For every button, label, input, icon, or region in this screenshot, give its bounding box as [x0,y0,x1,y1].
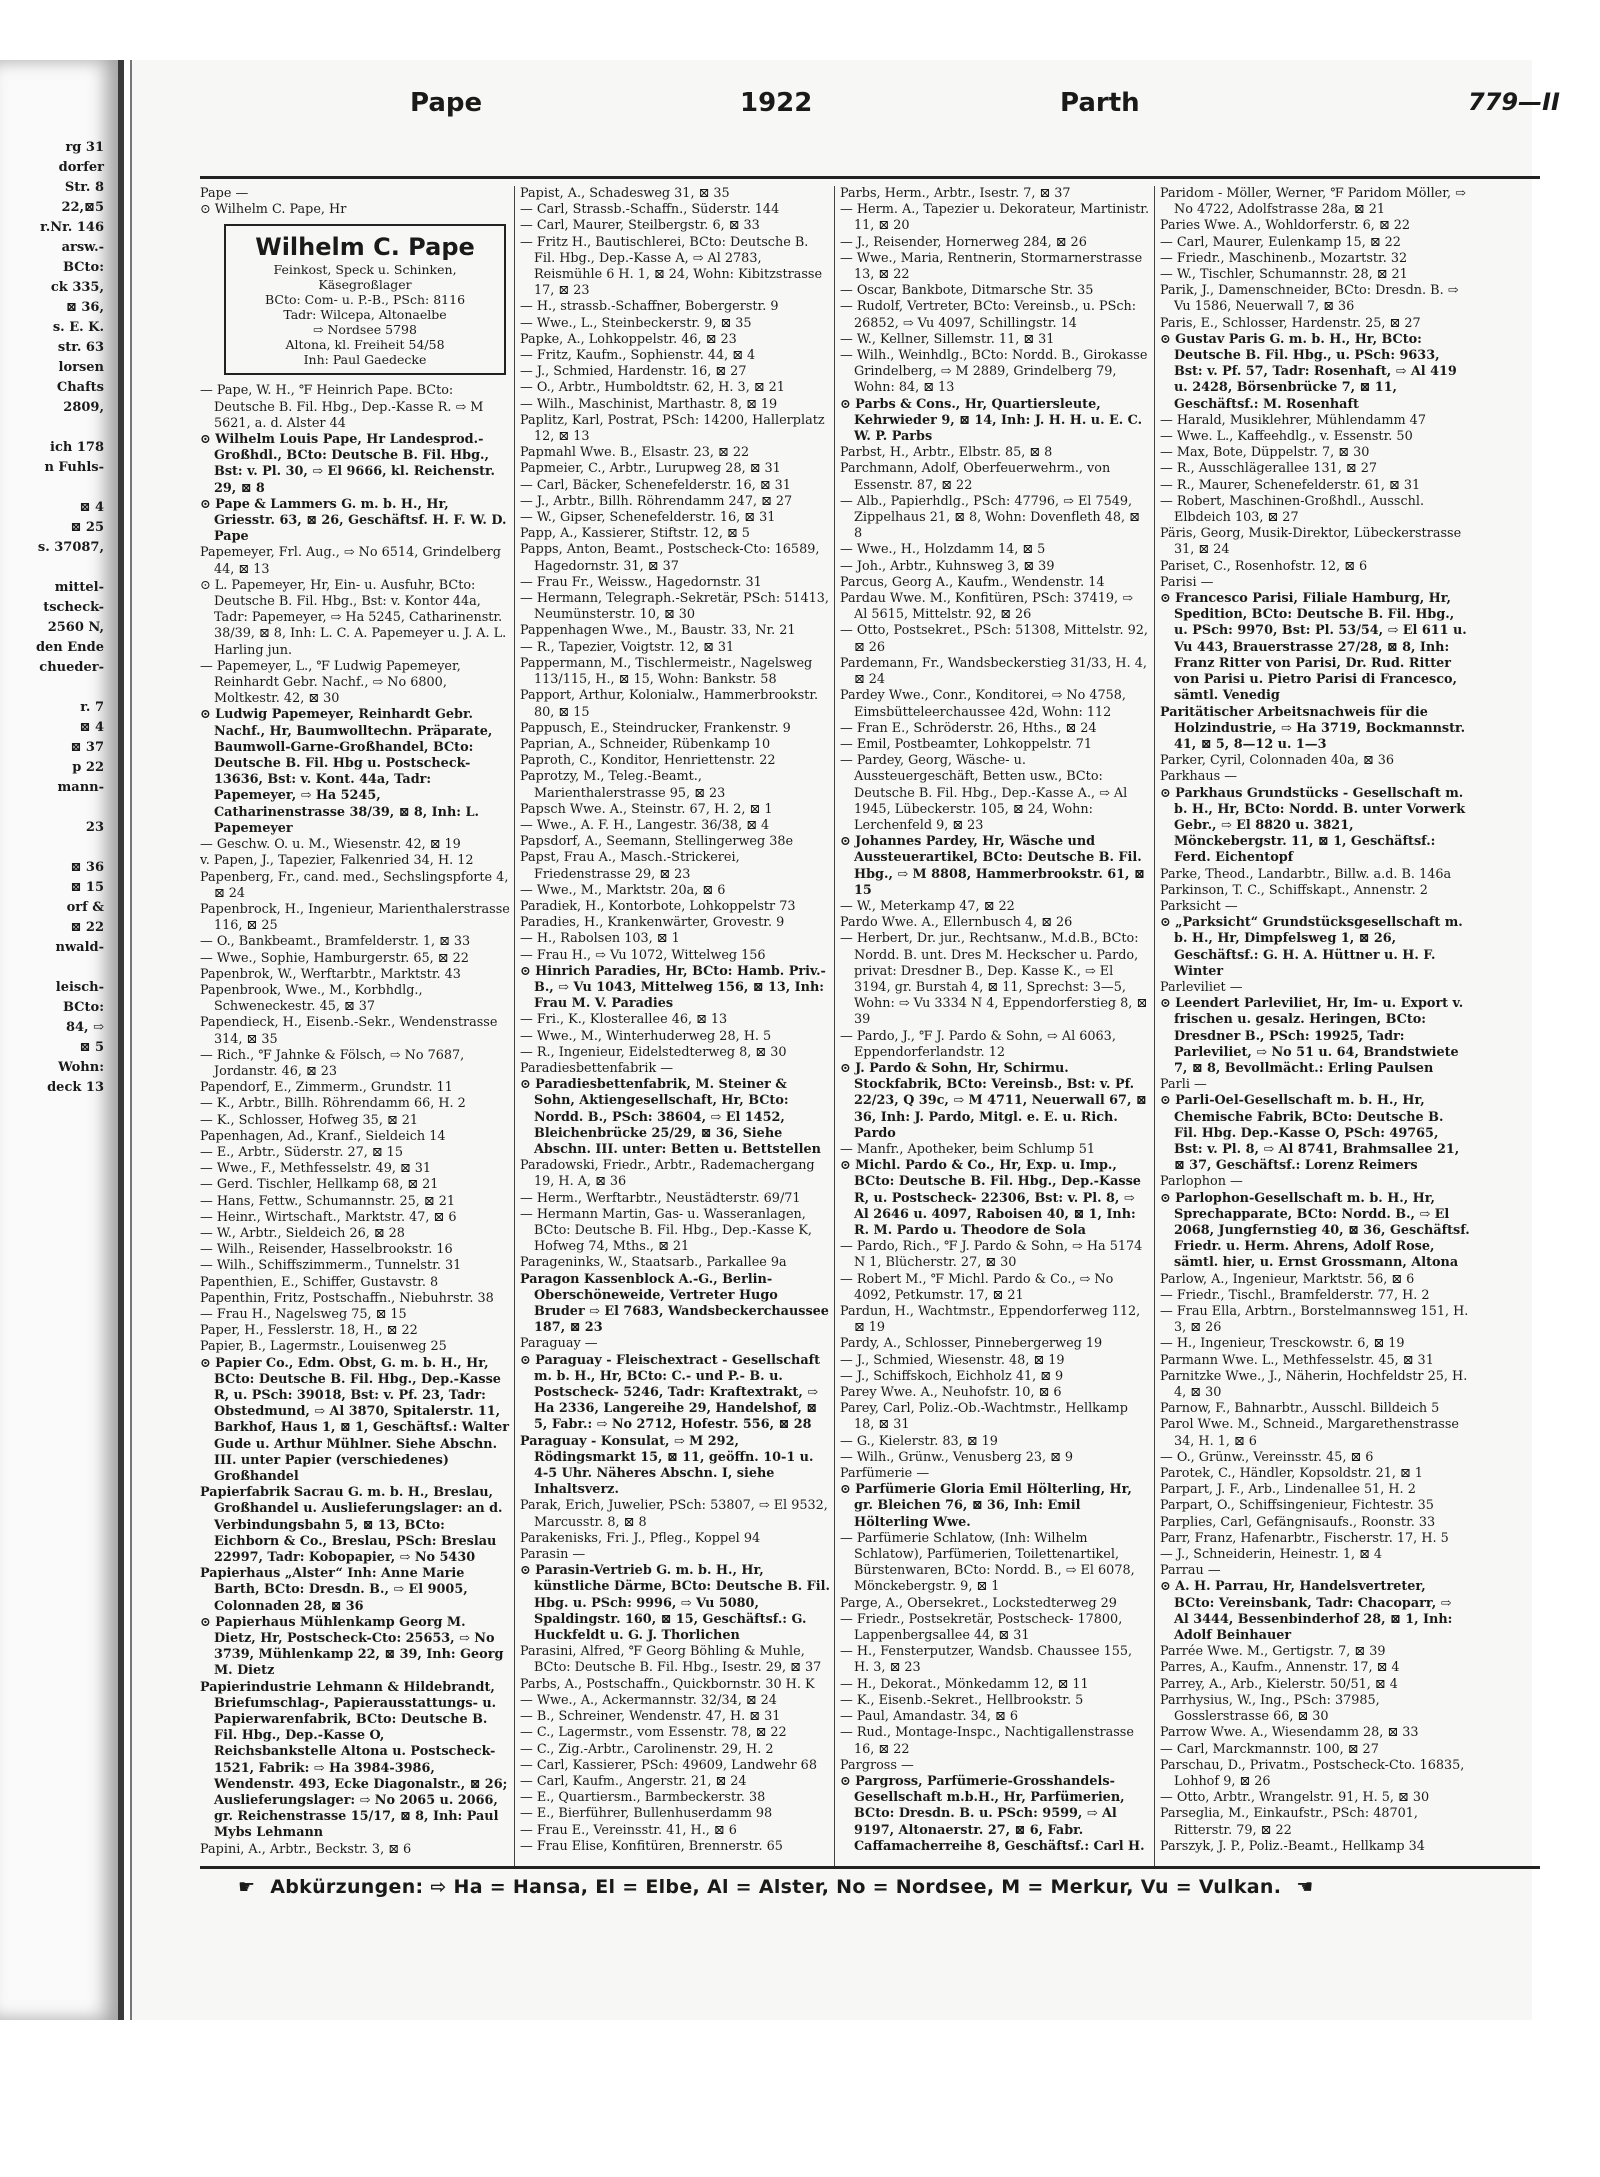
facing-page-line: p 22 [72,760,104,775]
directory-entry: — Wilh., Grünw., Venusberg 23, ⊠ 9 [840,1449,1074,1465]
directory-entry: — K., Eisenb.-Sekret., Hellbrookstr. 5 [840,1692,1084,1708]
directory-entry: Paradiesbettenfabrik — [520,1060,674,1076]
page-header [70,88,1560,128]
facing-page-line: ⊠ 25 [70,520,104,535]
directory-entry: ⊙ Wilhelm C. Pape, Hr [200,202,347,218]
directory-entry: — Parfümerie Schlatow, (Inh: Wilhelm Schlatow), Parfümerien, Toilettenartikel, Bürstenwaren, BCto: Nordd. B., ⇨ El 6078, Mönckebergstr. 9, ⊠ 1 [840,1530,1135,1595]
directory-entry: ⊙ Papier Co., Edm. Obst, G. m. b. H., Hr, BCto: Deutsche B. Fil. Hbg., Dep.-Kasse R, u. PSch: 39018, Bst: v. Pf. 23, Tadr: Obstedmund, ⇨ Al 3870, Spitalerstr. 11, Barkhof, Haus 1, ⊠ 1, Geschäftsf.: Walter Gude u. Arthur Mühlner. Siehe Abschn. III. unter Papier (verschiedenes) Großhandel [200,1355,510,1485]
directory-entry: — Herm. A., Tapezier u. Dekorateur, Martinistr. 11, ⊠ 20 [840,202,1150,234]
directory-entry: Parrhysius, W., Ing., PSch: 37985, Gosslerstrasse 66, ⊠ 30 [1160,1692,1380,1725]
directory-entry: Papist, A., Schadesweg 31, ⊠ 35 [520,186,730,201]
directory-entry: Parey, Carl, Poliz.-Ob.-Wachtmstr., Hellkamp 18, ⊠ 31 [840,1401,1128,1433]
directory-entry: Parksicht — [1160,898,1238,914]
directory-entry: — Wwe., M., Winterhuderweg 28, H. 5 [520,1028,772,1044]
facing-page-line: ⊠ 4 [79,500,104,515]
directory-entry: — O., Arbtr., Humboldtstr. 62, H. 3, ⊠ 21 [520,380,785,396]
directory-entry: — Oscar, Bankbote, Ditmarsche Str. 35 [840,283,1094,299]
directory-entry: — J., Schiffskoch, Eichholz 41, ⊠ 9 [840,1368,1064,1384]
directory-entry: ⊙ Gustav Paris G. m. b. H., Hr, BCto: Deutsche B. Fil. Hbg., u. PSch: 9633, Bst: v. Pf. 57, Tadr: Rosenhaft, ⇨ Al 419 u. 2428, Börsenbrücke 7, ⊠ 11, Geschäftsf.: M. Rosenhaft [1160,331,1457,412]
directory-entry: Pardo Wwe. A., Ellernbusch 4, ⊠ 26 [840,915,1073,931]
directory-entry: Parpart, J. F., Arb., Lindenallee 51, H. 2 [1160,1482,1416,1498]
directory-entry: — Hermann Martin, Gas- u. Wasseranlagen, BCto: Deutsche B. Fil. Hbg., Dep.-Kasse K, Hofweg 74, Mths., ⊠ 21 [520,1206,812,1255]
directory-entry: Parageninks, W., Staatsarb., Parkallee 9a [520,1255,787,1271]
directory-entry: Parbs, A., Postschaffn., Quickbornstr. 30 H. K [520,1676,815,1692]
directory-entry: Papenbrok, W., Werftarbtr., Marktstr. 43 [200,966,461,982]
directory-entry: Parol Wwe. M., Schneid., Margarethenstrasse 34, H. 1, ⊠ 6 [1160,1417,1459,1449]
facing-page-line: 84, ⇨ [65,1020,104,1035]
header-last-name: Parth [1060,88,1140,118]
advertisement-title: Wilhelm C. Pape [255,233,475,262]
directory-entry: Pariset, C., Rosenhofstr. 12, ⊠ 6 [1160,558,1368,574]
directory-entry: — H., Dekorat., Mönkedamm 12, ⊠ 11 [840,1676,1089,1692]
directory-entry: Papierindustrie Lehmann & Hildebrandt, Briefumschlag-, Papierausstattungs- u. Papierwarenfabrik, BCto: Deutsche B. Fil. Hbg., Dep.-Kasse O, Reichsbankstelle Altona u. Postscheck- 1521, Fabrik: ⇨ Ha 3984-3986, Wendenstr. 493, Ecke Diagonalstr., ⊠ 26; Auslieferungslager: ⇨ No 2065 u. 2066, gr. Reichenstrasse 15/17, ⊠ 8, Inh: Paul Mybs Lehmann [200,1679,508,1841]
directory-entry: — Robert M., ℉ Michl. Pardo & Co., ⇨ No 4092, Petkumstr. 17, ⊠ 21 [840,1271,1114,1303]
directory-entry: — Herm., Werftarbtr., Neustädterstr. 69/71 [520,1190,801,1206]
directory-entry: — Frau Ella, Arbtrn., Borstelmannsweg 151, H. 3, ⊠ 26 [1160,1304,1469,1336]
directory-entry: Parmann Wwe. L., Methfesselstr. 45, ⊠ 31 [1160,1352,1434,1368]
directory-entry: ⊙ Parli-Oel-Gesellschaft m. b. H., Hr, Chemische Fabrik, BCto: Deutsche B. Fil. Hbg. Dep.-Kasse O, PSch: 49765, Bst: v. Pl. 8, ⇨ Al 8741, Brahmsallee 21, ⊠ 37, Geschäftsf.: Lorenz Reimers [1160,1093,1460,1174]
directory-entry: Pardy, A., Schlosser, Pinnebergerweg 19 [840,1336,1103,1352]
header-first-name: Pape [410,88,483,118]
directory-entry: Papierhaus „Alster“ Inh: Anne Marie Barth, BCto: Dresdn. B., ⇨ El 9005, Colonnaden 28, ⊠ 36 [200,1566,468,1614]
directory-entry: Paprotzy, M., Teleg.-Beamt., Marienthalerstrasse 95, ⊠ 23 [520,769,726,801]
directory-entry: Parszyk, J. P., Poliz.-Beamt., Hellkamp 34 [1160,1838,1425,1854]
directory-entry: — Otto, Arbtr., Wrangelstr. 91, H. 5, ⊠ 30 [1160,1790,1430,1806]
directory-entry: — E., Bierführer, Bullenhuserdamm 98 [520,1806,773,1822]
facing-page-line: ⊠ 37 [70,740,104,755]
facing-page-line: ⊠ 22 [70,920,104,935]
directory-entry: Parbst, H., Arbtr., Elbstr. 85, ⊠ 8 [840,445,1053,461]
directory-entry: Papenthin, Fritz, Postschaffn., Niebuhrstr. 38 [200,1290,494,1306]
directory-entry: — W., Tischler, Schumannstr. 28, ⊠ 21 [1160,267,1408,283]
directory-entry: — Frau Elise, Konfitüren, Brennerstr. 65 [520,1838,783,1854]
directory-entry: — Wwe., L., Steinbeckerstr. 9, ⊠ 35 [520,315,752,331]
directory-entry: — Wwe. L., Kaffeehdlg., v. Essenstr. 50 [1160,429,1413,445]
directory-entry: — Fri., K., Klosterallee 46, ⊠ 13 [520,1012,728,1028]
pointing-hand-icon: ☚ [1296,1876,1314,1898]
directory-entry: ⊙ A. H. Parrau, Hr, Handelsvertreter, BCto: Vereinsbank, Tadr: Chacoparr, ⇨ Al 3444, Bessenbinderhof 28, ⊠ 1, Inh: Adolf Beinhauer [1160,1579,1453,1644]
column-3 [840,186,1150,1856]
directory-entry: — Frau H., ⇨ Vu 1072, Wittelweg 156 [520,947,766,963]
advertisement-line: Käsegroßlager [318,277,412,293]
directory-entry: Parbs, Herm., Arbtr., Isestr. 7, ⊠ 37 [840,186,1071,201]
directory-entry: Parisi — [1160,574,1214,590]
facing-page-line: mittel- [54,580,104,595]
directory-entry: Parnitzke Wwe., J., Näherin, Hochfeldstr 25, H. 4, ⊠ 30 [1160,1368,1468,1401]
directory-entry: Papenhagen, Ad., Kranf., Sieldeich 14 [200,1128,446,1144]
column-4 [1160,186,1470,1856]
directory-entry: ⊙ Parkhaus Grundstücks - Gesellschaft m. b. H., Hr, BCto: Nordd. B. unter Vorwerk Gebr., ⇨ El 8820 u. 3821, Mönckebergstr. 11, ⊠ 1, Geschäftsf.: Ferd. Eichentopf [1160,785,1466,866]
directory-entry: — O., Grünw., Vereinsstr. 45, ⊠ 6 [1160,1449,1374,1465]
directory-entry: — Friedr., Postsekretär, Postscheck- 17800, Lappenbergsallee 44, ⊠ 31 [840,1611,1123,1644]
abbreviation-item: Vu = Vulkan. [1140,1876,1282,1898]
facing-page-strip [0,60,124,2020]
directory-entry: ⊙ L. Papemeyer, Hr, Ein- u. Ausfuhr, BCto: Deutsche B. Fil. Hbg., Bst: v. Kontor 44a, Tadr: Papemeyer, ⇨ Ha 5245, Catharinenstr. 38/39, ⊠ 8, Inh: L. C. A. Papemeyer u. J. A. L. Harling jun. [200,577,507,658]
directory-entry: — Wilh., Schiffszimmerm., Tunnelstr. 31 [200,1258,462,1274]
directory-entry: Parseglia, M., Einkaufstr., PSch: 48701, Ritterstr. 79, ⊠ 22 [1160,1806,1418,1838]
directory-entry: Papier, B., Lagermstr., Louisenweg 25 [200,1339,447,1355]
directory-entry: — Gerd. Tischler, Hellkamp 68, ⊠ 21 [200,1177,439,1193]
directory-entry: — R., Tapezier, Voigtstr. 12, ⊠ 31 [520,639,735,655]
directory-entry: — Wwe., M., Marktstr. 20a, ⊠ 6 [520,882,726,898]
directory-entry: — Alb., Papierhdlg., PSch: 47796, ⇨ El 7549, Zippelhaus 21, ⊠ 8, Wohn: Dovenfleth 48, ⊠ 8 [840,493,1140,542]
facing-page-line: arsw.- [61,240,104,255]
directory-entry: Papenberg, Fr., cand. med., Sechslingspforte 4, ⊠ 24 [200,869,509,901]
directory-entry: Parik, J., Damenschneider, BCto: Dresdn. B. ⇨ Vu 1586, Neuerwall 7, ⊠ 36 [1160,283,1459,315]
directory-entry: — Harald, Musiklehrer, Mühlendamm 47 [1160,412,1426,428]
directory-entry: Paraguay — [520,1336,598,1352]
facing-page-line: tscheck- [43,600,104,615]
abbreviations-footer [230,1876,1520,1906]
directory-entry: Pappermann, M., Tischlermeistr., Nagelsweg 113/115, H., ⊠ 15, Wohn: Bankstr. 58 [520,655,813,688]
advertisement-line: Feinkost, Speck u. Schinken, [273,262,457,278]
facing-page-line: s. E. K. [52,320,104,335]
directory-entry: — Emil, Postbeamter, Lohkoppelstr. 71 [840,736,1093,752]
directory-entry: Papsch Wwe. A., Steinstr. 67, H. 2, ⊠ 1 [520,801,773,817]
footer-rule [200,1866,1540,1869]
facing-page-line: 23 [85,820,104,835]
facing-page-line: mann- [57,780,104,795]
header-rule [200,176,1540,179]
directory-entry: — R., Ausschlägerallee 131, ⊠ 27 [1160,461,1377,477]
directory-entry: — Rich., ℉ Jahnke & Fölsch, ⇨ No 7687, Jordanstr. 46, ⊠ 23 [200,1047,465,1079]
directory-entry: — W., Kellner, Sillemstr. 11, ⊠ 31 [840,331,1055,347]
directory-entry: — Hans, Fettw., Schumannstr. 25, ⊠ 21 [200,1193,455,1209]
facing-page-line: ⊠ 36, [65,300,104,315]
abbreviation-item: Al = Alster, [706,1876,830,1898]
directory-entry: — Wilh., Maschinist, Marthastr. 8, ⊠ 19 [520,396,778,412]
directory-entry: ⊙ Papierhaus Mühlenkamp Georg M. Dietz, Hr, Postscheck-Cto: 25653, ⇨ No 3739, Mühlenkamp 22, ⊠ 39, Inh: Georg M. Dietz [200,1614,504,1679]
directory-entry: — Frau Fr., Weissw., Hagedornstr. 31 [520,574,762,590]
directory-entry: Pargross — [840,1757,914,1773]
directory-entry: — Max, Bote, Düppelstr. 7, ⊠ 30 [1160,445,1370,461]
facing-page-line: BCto: [62,260,104,275]
directory-entry: Pardau Wwe. M., Konfitüren, PSch: 37419, ⇨ Al 5615, Mittelstr. 92, ⊠ 26 [840,591,1133,623]
directory-entry: Parke, Theod., Landarbtr., Billw. a.d. B. 146a [1160,866,1452,882]
directory-entry: Paradowski, Friedr., Arbtr., Rademachergang 19, H. A, ⊠ 36 [520,1158,815,1190]
directory-entry: Paraguay - Konsulat, ⇨ M 292, Rödingsmarkt 15, ⊠ 11, geöffn. 10-1 u. 4-5 Uhr. Näheres Abschn. I, siehe Inhaltsverz. [520,1433,814,1498]
facing-page-line: Str. 8 [64,180,104,195]
directory-entry: Parkinson, T. C., Schiffskapt., Annenstr. 2 [1160,882,1428,898]
directory-entry: Parkhaus — [1160,769,1238,785]
directory-entry: Parnow, F., Bahnarbtr., Ausschl. Billdeich 5 [1160,1401,1440,1417]
directory-entry: — Manfr., Apotheker, beim Schlump 51 [840,1141,1096,1157]
directory-entry: ⊙ Michl. Pardo & Co., Hr, Exp. u. Imp., BCto: Deutsche B. Fil. Hbg., Dep.-Kasse R, u. Postscheck- 22306, Bst: v. Pl. 8, ⇨ Al 2646 u. 4097, Raboisen 40, ⊠ 1, Inh: R. M. Pardo u. Theodore de Sola [840,1158,1141,1238]
directory-entry: ⊙ Parbs & Cons., Hr, Quartiersleute, Kehrwieder 9, ⊠ 14, Inh: J. H. H. u. E. C. W. P. Parbs [840,396,1143,445]
directory-entry: — Carl, Maurer, Eulenkamp 15, ⊠ 22 [1160,234,1401,250]
directory-entry: — Wwe., A. F. H., Langestr. 36/38, ⊠ 4 [520,817,770,833]
facing-page-line: lorsen [58,360,104,375]
directory-entry: — Friedr., Maschinenb., Mozartstr. 32 [1160,250,1408,266]
directory-entry: ⊙ Pape & Lammers G. m. b. H., Hr, Griesstr. 63, ⊠ 26, Geschäftsf. H. F. W. D. Pape [200,496,507,545]
directory-entry: — B., Schreiner, Wendenstr. 47, H. ⊠ 31 [520,1709,781,1725]
directory-entry: — Fran E., Schröderstr. 26, Hths., ⊠ 24 [840,720,1097,736]
facing-page-line: Chafts [56,380,104,395]
directory-entry: — Wilh., Weinhdlg., BCto: Nordd. B., Girokasse Grindelberg, ⇨ M 2889, Grindelberg 79, Wohn: 84, ⊠ 13 [840,348,1148,396]
directory-entry: — G., Kielerstr. 83, ⊠ 19 [840,1433,998,1449]
directory-entry: Parcus, Georg A., Kaufm., Wendenstr. 14 [840,574,1105,590]
facing-page-line: ⊠ 15 [70,880,104,895]
directory-entry: Parak, Erich, Juwelier, PSch: 53807, ⇨ El 9532, Marcusstr. 8, ⊠ 8 [520,1498,828,1530]
column-divider [1154,186,1155,1866]
advertisement-box [224,224,506,375]
directory-entry: — J., Arbtr., Billh. Röhrendamm 247, ⊠ 27 [520,493,793,509]
directory-entry: ⊙ Wilhelm Louis Pape, Hr Landesprod.-Großhdl., BCto: Deutsche B. Fil. Hbg., Bst: v. Pl. 30, ⇨ El 9666, kl. Reichenstr. 29, ⊠ 8 [200,432,496,496]
directory-entry: — Rud., Montage-Inspc., Nachtigallenstrasse 16, ⊠ 22 [840,1725,1134,1757]
directory-entry: Parlophon — [1160,1174,1243,1190]
directory-entry: Paplitz, Karl, Postrat, PSch: 14200, Hallerplatz 12, ⊠ 13 [520,412,825,445]
facing-page-line: dorfer [58,160,104,175]
directory-entry: Pappenhagen Wwe., M., Baustr. 33, Nr. 21 [520,623,796,639]
directory-entry: Papenbrock, H., Ingenieur, Marienthalerstrasse 116, ⊠ 25 [200,901,510,934]
directory-entry: — Papemeyer, L., ℉ Ludwig Papemeyer, Reinhardt Gebr. Nachf., ⇨ No 6800, Moltkestr. 42, ⊠ 30 [200,658,461,707]
directory-entry: — H., Ingenieur, Tresckowstr. 6, ⊠ 19 [1160,1336,1405,1352]
facing-page-line: ⊠ 36 [70,860,104,875]
directory-entry: — H., strassb.-Schaffner, Bobergerstr. 9 [520,299,779,315]
facing-page-line: 22,⊠5 [61,200,104,215]
advertisement-line: Altona, kl. Freiheit 54/58 [285,337,445,353]
directory-entry: — Wwe., Maria, Rentnerin, Stormarnerstrasse 13, ⊠ 22 [840,250,1143,283]
directory-entry: — Carl, Strassb.-Schaffn., Süderstr. 144 [520,202,780,218]
directory-entry: v. Papen, J., Tapezier, Falkenried 34, H. 12 [200,853,474,869]
directory-entry: — Pape, W. H., ℉ Heinrich Pape. BCto: Deutsche B. Fil. Hbg., Dep.-Kasse R. ⇨ M 5621, a. d. Alster 44 [200,383,484,431]
directory-entry: — Wwe., F., Methfesselstr. 49, ⊠ 31 [200,1161,432,1177]
abbreviations-label: Abkürzungen: [270,1876,424,1898]
directory-entry: Parrow Wwe. A., Wiesendamm 28, ⊠ 33 [1160,1725,1419,1741]
header-year: 1922 [740,88,813,118]
facing-page-line: ⊠ 4 [79,720,104,735]
directory-entry: — C., Lagermstr., vom Essenstr. 78, ⊠ 22 [520,1725,787,1741]
directory-entry: — Pardey, Georg, Wäsche- u. Aussteuergeschäft, Betten usw., BCto: Deutsche B. Fil. Hbg., Dep.-Kasse A., ⇨ Al 1945, Lübeckerstr. 105, ⊠ 24, Wohn: Lerchenfeld 9, ⊠ 23 [840,753,1128,833]
directory-entry: Papmahl Wwe. B., Elsastr. 23, ⊠ 22 [520,445,750,461]
directory-entry: — R., Maurer, Schenefelderstr. 61, ⊠ 31 [1160,477,1421,493]
directory-entry: — Geschw. O. u. M., Wiesenstr. 42, ⊠ 19 [200,837,461,853]
directory-entry: Papsdorf, A., Seemann, Stellingerweg 38e [520,834,794,850]
facing-page-line: rg 31 [65,140,104,155]
directory-entry: — Frau E., Vereinsstr. 41, H., ⊠ 6 [520,1822,737,1838]
directory-entry: — J., Schmied, Hardenstr. 16, ⊠ 27 [520,364,747,380]
directory-entry: — W., Gipser, Schenefelderstr. 16, ⊠ 31 [520,510,776,526]
directory-entry: ⊙ Leendert Parleviliet, Hr, Im- u. Export v. frischen u. gesalz. Heringen, BCto: Dresdner B., PSch: 19925, Tadr: Parleviliet, ⇨ No 51 u. 64, Brandstwiete 7, ⊠ 8, Bevollmächt.: Erling Paulsen [1160,996,1464,1076]
facing-page-line: ck 335, [50,280,104,295]
directory-entry: — Carl, Kassierer, PSch: 49609, Landwehr 68 [520,1757,817,1773]
directory-entry [1160,1855,1470,1856]
directory-entry: — H., Rabolsen 103, ⊠ 1 [520,931,680,947]
directory-entry: — Herbert, Dr. jur., Rechtsanw., M.d.B., BCto: Nordd. B. unt. Dres M. Heckscher u. Pardo, privat: Dresdner B., Dep. Kasse K., ⇨ El 3194, gr. Burstah 4, ⊠ 11, Sprechst: 3—5, Wohn: ⇨ Vu 3334 N 4, Eppendorferstieg 8, ⊠ 39 [840,931,1148,1028]
advertisement-line: Tadr: Wilcepa, Altonaelbe [283,307,447,323]
directory-entry: Pardun, H., Wachtmstr., Eppendorferweg 112, ⊠ 19 [840,1304,1141,1336]
directory-entry: — Wwe., Sophie, Hamburgerstr. 65, ⊠ 22 [200,950,469,966]
directory-entry: ⊙ Parlophon-Gesellschaft m. b. H., Hr, Sprechapparate, BCto: Nordd. B., ⇨ El 2068, Jungfernstieg 40, ⊠ 36, Geschäftsf. Friedr. u. Herm. Ahrens, Adolf Rose, sämtl. hier, u. Ernst Grossmann, Altona [1160,1190,1470,1271]
directory-entry: Parfümerie — [840,1466,930,1482]
directory-entry: Papp, A., Kassierer, Stiftstr. 12, ⊠ 5 [520,526,750,542]
advertisement-line: Inh: Paul Gaedecke [303,352,427,368]
directory-entry: Parr, Franz, Hafenarbtr., Fischerstr. 17, H. 5 [1160,1530,1449,1546]
directory-entry [520,1855,830,1856]
directory-entry: Pape — [200,186,249,201]
directory-entry: Parasini, Alfred, ℉ Georg Böhling & Muhle, BCto: Deutsche B. Fil. Hbg., Isestr. 29, ⊠ 37 [520,1644,822,1676]
facing-page-line: deck 13 [47,1080,104,1095]
directory-entry: Parker, Cyril, Colonnaden 40a, ⊠ 36 [1160,753,1395,769]
directory-entry: Parschau, D., Privatm., Postscheck-Cto. 16835, Lohhof 9, ⊠ 26 [1160,1757,1465,1789]
directory-entry: Parrau — [1160,1563,1221,1579]
abbreviation-item: ⇨ Ha = Hansa, [430,1876,589,1898]
directory-entry: Parpart, O., Schiffsingenieur, Fichtestr. 35 [1160,1498,1434,1514]
directory-entry: Papport, Arthur, Kolonialw., Hammerbrookstr. 80, ⊠ 15 [520,688,819,720]
directory-entry: — Heinr., Wirtschaft., Marktstr. 47, ⊠ 6 [200,1209,457,1225]
facing-page-line: ich 178 [50,440,104,455]
directory-entry: — Fritz H., Bautischlerei, BCto: Deutsche B. Fil. Hbg., Dep.-Kasse A, ⇨ Al 2783, Reismühle 6 H. 1, ⊠ 24, Wohn: Kibitzstrasse 17, ⊠ 23 [520,234,823,299]
directory-entry: — Wwe., A., Ackermannstr. 32/34, ⊠ 24 [520,1692,777,1708]
facing-page-line: nwald- [55,940,104,955]
directory-entry: ⊙ Johannes Pardey, Hr, Wäsche und Aussteuerartikel, BCto: Deutsche B. Fil. Hbg., ⇨ M 8808, Hammerbrookstr. 61, ⊠ 15 [840,834,1145,898]
directory-entry: Paridom - Möller, Werner, ℉ Paridom Möller, ⇨ No 4722, Adolfstrasse 28a, ⊠ 21 [1160,186,1466,218]
directory-entry: — Fritz, Kaufm., Sophienstr. 44, ⊠ 4 [520,348,756,364]
facing-page-line: chueder- [39,660,104,675]
directory-entry: Paragon Kassenblock A.-G., Berlin-Oberschöneweide, Vertreter Hugo Bruder ⇨ El 7683, Wandsbeckerchaussee 187, ⊠ 23 [520,1271,829,1336]
directory-entry: Papenbrook, Wwe., M., Korbhdlg., Schweneckestr. 45, ⊠ 37 [200,982,423,1015]
directory-entry: — Carl, Kaufm., Angerstr. 21, ⊠ 24 [520,1773,747,1789]
directory-entry: — W., Meterkamp 47, ⊠ 22 [840,898,1015,914]
directory-entry: — C., Zig.-Arbtr., Carolinenstr. 29, H. 2 [520,1741,774,1757]
directory-entry: — Otto, Postsekret., PSch: 51308, Mittelstr. 92, ⊠ 26 [840,623,1148,655]
directory-entry: — H., Fensterputzer, Wandsb. Chaussee 155, H. 3, ⊠ 23 [840,1644,1133,1676]
directory-entry: — Hermann, Telegraph.-Sekretär, PSch: 51413, Neumünsterstr. 10, ⊠ 30 [520,591,829,623]
page-number: 779—II [1468,88,1560,116]
facing-page-line: den Ende [35,640,104,655]
directory-entry: Parakenisks, Fri. J., Pfleg., Koppel 94 [520,1530,761,1546]
directory-entry: — E., Quartiersm., Barmbeckerstr. 38 [520,1790,766,1806]
directory-entry: Parres, A., Kaufm., Annenstr. 17, ⊠ 4 [1160,1660,1400,1676]
directory-entry: — Wilh., Reisender, Hasselbrookstr. 16 [200,1242,453,1258]
directory-entry: — Paul, Amandastr. 34, ⊠ 6 [840,1709,1018,1725]
directory-entry: Papenthien, E., Schiffer, Gustavstr. 8 [200,1274,439,1290]
directory-entry: ⊙ Francesco Parisi, Filiale Hamburg, Hr, Spedition, BCto: Deutsche B. Fil. Hbg., u. PSch: 9970, Bst: Pl. 53/54, ⇨ El 611 u. Vu 443, Brauerstrasse 27/28, ⊠ 8, Inh: Franz Ritter von Parisi, Dr. Rud. Ritter von Parisi u. Pietro Parisi di Francesco, sämtl. Venedig [1160,591,1467,704]
directory-entry: Päris, Georg, Musik-Direktor, Lübeckerstrasse 31, ⊠ 24 [1160,526,1462,558]
directory-entry: Paproth, C., Konditor, Henriettenstr. 22 [520,753,776,769]
directory-entry: Pardemann, Fr., Wandsbeckerstieg 31/33, H. 4, ⊠ 24 [840,655,1147,688]
directory-entry: ⊙ Paradiesbettenfabrik, M. Steiner & Sohn, Aktiengesellschaft, Hr, BCto: Nordd. B., PSch: 38604, ⇨ El 1452, Bleichenbrücke 25/29, ⊠ 36, Siehe Abschn. III. unter: Betten u. Bettstellen [520,1077,821,1157]
facing-page-line: r.Nr. 146 [40,220,104,235]
directory-entry: — E., Arbtr., Süderstr. 27, ⊠ 15 [200,1144,403,1160]
directory-entry: Pardey Wwe., Conr., Konditorei, ⇨ No 4758, Eimsbütteleerchaussee 42d, Wohn: 112 [840,688,1126,720]
directory-entry: — Pardo, J., ℉ J. Pardo & Sohn, ⇨ Al 6063, Eppendorferlandstr. 12 [840,1028,1116,1060]
directory-entry: ⊙ „Parksicht“ Grundstücksgesellschaft m. b. H., Hr, Dimpfelsweg 1, ⊠ 26, Geschäftsf.: G. H. A. Hüttner u. H. F. Winter [1160,915,1463,979]
directory-entry: ⊙ Pargross, Parfümerie-Grosshandels-Gesellschaft m.b.H., Hr, Parfümerien, BCto: Dresdn. B. u. PSch: 9599, ⇨ Al 9197, Altonaerstr. 27, ⊠ 6, Fabr. Caffamacherreihe 8, Geschäftsf.: Carl H. [840,1773,1145,1854]
directory-entry: Parrée Wwe. M., Gertigstr. 7, ⊠ 39 [1160,1644,1386,1660]
directory-entry: Papst, Frau A., Masch.-Strickerei, Friedenstrasse 29, ⊠ 23 [520,850,740,882]
pointing-hand-icon: ☛ [238,1876,256,1898]
facing-page-line: 2560 N, [47,620,104,635]
directory-entry: — W., Arbtr., Sieldeich 26, ⊠ 28 [200,1225,405,1241]
directory-entry: Parlow, A., Ingenieur, Marktstr. 56, ⊠ 6 [1160,1271,1415,1287]
directory-entry: Parchmann, Adolf, Oberfeuerwehrm., von Essenstr. 87, ⊠ 22 [840,461,1111,493]
abbreviation-item: No = Nordsee, [836,1876,995,1898]
directory-entry: Papke, A., Lohkoppelstr. 46, ⊠ 23 [520,331,737,347]
directory-entry: — K., Schlosser, Hofweg 35, ⊠ 21 [200,1112,419,1128]
facing-page-line: BCto: [62,1000,104,1015]
directory-entry: Papendieck, H., Eisenb.-Sekr., Wendenstrasse 314, ⊠ 35 [200,1015,498,1047]
directory-entry: Paper, H., Fesslerstr. 18, H., ⊠ 22 [200,1323,418,1339]
column-1 [200,186,510,1856]
directory-entry: Papierfabrik Sacrau G. m. b. H., Breslau, Großhandel u. Auslieferungslager: an d. Verbindungsbahn 5, ⊠ 13, BCto: Eichborn & Co., Breslau, PSch: Breslau 22997, Tadr: Kobopapier, ⇨ No 5430 [200,1485,503,1566]
directory-entry: — Carl, Bäcker, Schenefelderstr. 16, ⊠ 31 [520,477,791,493]
directory-entry: Papps, Anton, Beamt., Postscheck-Cto: 16589, Hagedornstr. 31, ⊠ 37 [520,542,820,574]
directory-entry: Papini, A., Arbtr., Beckstr. 3, ⊠ 6 [200,1841,412,1856]
directory-entry: Parge, A., Obersekret., Lockstedterweg 29 [840,1595,1117,1611]
directory-entry: Papmeier, C., Arbtr., Lurupweg 28, ⊠ 31 [520,461,781,477]
directory-entry: Parrey, A., Arb., Kielerstr. 50/51, ⊠ 4 [1160,1676,1398,1692]
directory-entry: — R., Ingenieur, Eidelstedterweg 8, ⊠ 30 [520,1044,787,1060]
directory-entry: — O., Bankbeamt., Bramfelderstr. 1, ⊠ 33 [200,934,471,950]
directory-entry: Paries Wwe. A., Wohldorferstr. 6, ⊠ 22 [1160,218,1411,234]
column-divider [834,186,835,1866]
directory-entry: Paradies, H., Krankenwärter, Grovestr. 9 [520,915,785,931]
facing-page-line: s. 37087, [37,540,104,555]
directory-entry: Paprian, A., Schneider, Rübenkamp 10 [520,736,771,752]
directory-entry: — Friedr., Tischl., Bramfelderstr. 77, H. 2 [1160,1287,1430,1303]
directory-entry: — Robert, Maschinen-Großhdl., Ausschl. Elbdeich 103, ⊠ 27 [1160,493,1425,526]
directory-entry: — J., Schneiderin, Heinestr. 1, ⊠ 4 [1160,1547,1383,1563]
directory-entry: Parasin — [520,1547,586,1563]
directory-entry: ⊙ Paraguay - Fleischextract - Gesellschaft m. b. H., Hr, BCto: C.- und P.- B. u. Postscheck- 5246, Tadr: Kraftextrakt, ⇨ Ha 2336, Langereihe 29, Handelshof, ⊠ 5, Fabr.: ⇨ No 2712, Hofestr. 556, ⊠ 28 [520,1352,821,1433]
directory-entry: — Carl, Marckmannstr. 100, ⊠ 27 [1160,1741,1379,1757]
column-2 [520,186,830,1856]
directory-entry: — Carl, Maurer, Steilbergstr. 6, ⊠ 33 [520,218,760,234]
facing-page-line: orf & [66,900,104,915]
directory-entry: ⊙ Hinrich Paradies, Hr, BCto: Hamb. Priv.-B., ⇨ Vu 1043, Mittelweg 156, ⊠ 13, Inh: Frau M. V. Paradies [520,963,826,1012]
directory-entry: — Pardo, Rich., ℉ J. Pardo & Sohn, ⇨ Ha 5174 N 1, Blücherstr. 27, ⊠ 30 [840,1239,1143,1271]
directory-entry: Pappusch, E., Steindrucker, Frankenstr. 9 [520,720,791,736]
directory-entry: Parli — [1160,1077,1207,1093]
facing-page-line: ⊠ 5 [79,1040,104,1055]
directory-entry: — K., Arbtr., Billh. Röhrendamm 66, H. 2 [200,1096,466,1112]
directory-entry: Paradiek, H., Kontorbote, Lohkoppelstr 73 [520,898,796,914]
advertisement-line: ⇨ Nordsee 5798 [313,322,417,338]
directory-entry: Parey Wwe. A., Neuhofstr. 10, ⊠ 6 [840,1385,1062,1401]
facing-page-line: n Fuhls- [44,460,104,475]
facing-page-line: str. 63 [57,340,104,355]
directory-entry: Papemeyer, Frl. Aug., ⇨ No 6514, Grindelberg 44, ⊠ 13 [200,545,501,577]
facing-page-line: 2809, [63,400,104,415]
directory-entry: ⊙ Parasin-Vertrieb G. m. b. H., Hr, künstliche Därme, BCto: Deutsche B. Fil. Hbg. u. PSch: 9996, ⇨ Vu 5080, Spaldingstr. 160, ⊠ 15, Geschäftsf.: G. Huckfeldt u. G. J. Thorlichen [520,1563,830,1644]
directory-entry: — J., Schmied, Wiesenstr. 48, ⊠ 19 [840,1352,1065,1368]
directory-entry: ⊙ J. Pardo & Sohn, Hr, Schirmu. Stockfabrik, BCto: Vereinsb., Bst: v. Pf. 22/23, Q 39c, ⇨ M 4711, Neuerwall 67, ⊠ 36, Inh: J. Pardo, Mitgl. e. E. u. Rich. Pardo [840,1060,1147,1141]
directory-entry: Parotek, C., Händler, Kopsoldstr. 21, ⊠ 1 [1160,1466,1423,1482]
facing-page-line: leisch- [55,980,104,995]
directory-entry: Parleviliet — [1160,979,1243,995]
directory-entry: ⊙ Parfümerie Gloria Emil Hölterling, Hr, gr. Bleichen 76, ⊠ 36, Inh: Emil Hölterling Wwe. [840,1482,1132,1530]
facing-page-line: Wohn: [58,1060,104,1075]
directory-entry: — Wwe., H., Holzdamm 14, ⊠ 5 [840,542,1046,558]
abbreviation-item: El = Elbe, [595,1876,701,1898]
directory-entry: ⊙ Ludwig Papemeyer, Reinhardt Gebr. Nachf., Hr, Baumwolltechn. Präparate, Baumwoll-Garne-Großhandel, BCto: Deutsche B. Fil. Hbg u. Postscheck-13636, Bst: v. Kont. 44a, Tadr: Papemeyer, ⇨ Ha 5245, Catharinenstrasse 38/39, ⊠ 8, Inh: L. Papemeyer [200,707,493,836]
directory-entry: Parplies, Carl, Gefängnisaufs., Roonstr. 33 [1160,1514,1436,1530]
directory-entry: Paris, E., Schlosser, Hardenstr. 25, ⊠ 27 [1160,315,1421,331]
facing-page-line: r. 7 [80,700,104,715]
directory-entry: Papendorf, E., Zimmerm., Grundstr. 11 [200,1080,453,1096]
directory-entry: — Frau H., Nagelsweg 75, ⊠ 15 [200,1306,407,1322]
advertisement-line: BCto: Com- u. P.-B., PSch: 8116 [264,292,466,308]
column-divider [514,186,515,1866]
directory-entry: — Rudolf, Vertreter, BCto: Vereinsb., u. PSch: 26852, ⇨ Vu 4097, Schillingstr. 14 [840,299,1137,331]
abbreviation-item: M = Merkur, [1001,1876,1134,1898]
directory-entry: — Joh., Arbtr., Kuhnsweg 3, ⊠ 39 [840,558,1055,574]
directory-entry: Paritätischer Arbeitsnachweis für die Holzindustrie, ⇨ Ha 3719, Bockmannstr. 41, ⊠ 5, 8—12 u. 1—3 [1160,704,1466,752]
directory-entry: — J., Reisender, Hornerweg 284, ⊠ 26 [840,234,1087,250]
